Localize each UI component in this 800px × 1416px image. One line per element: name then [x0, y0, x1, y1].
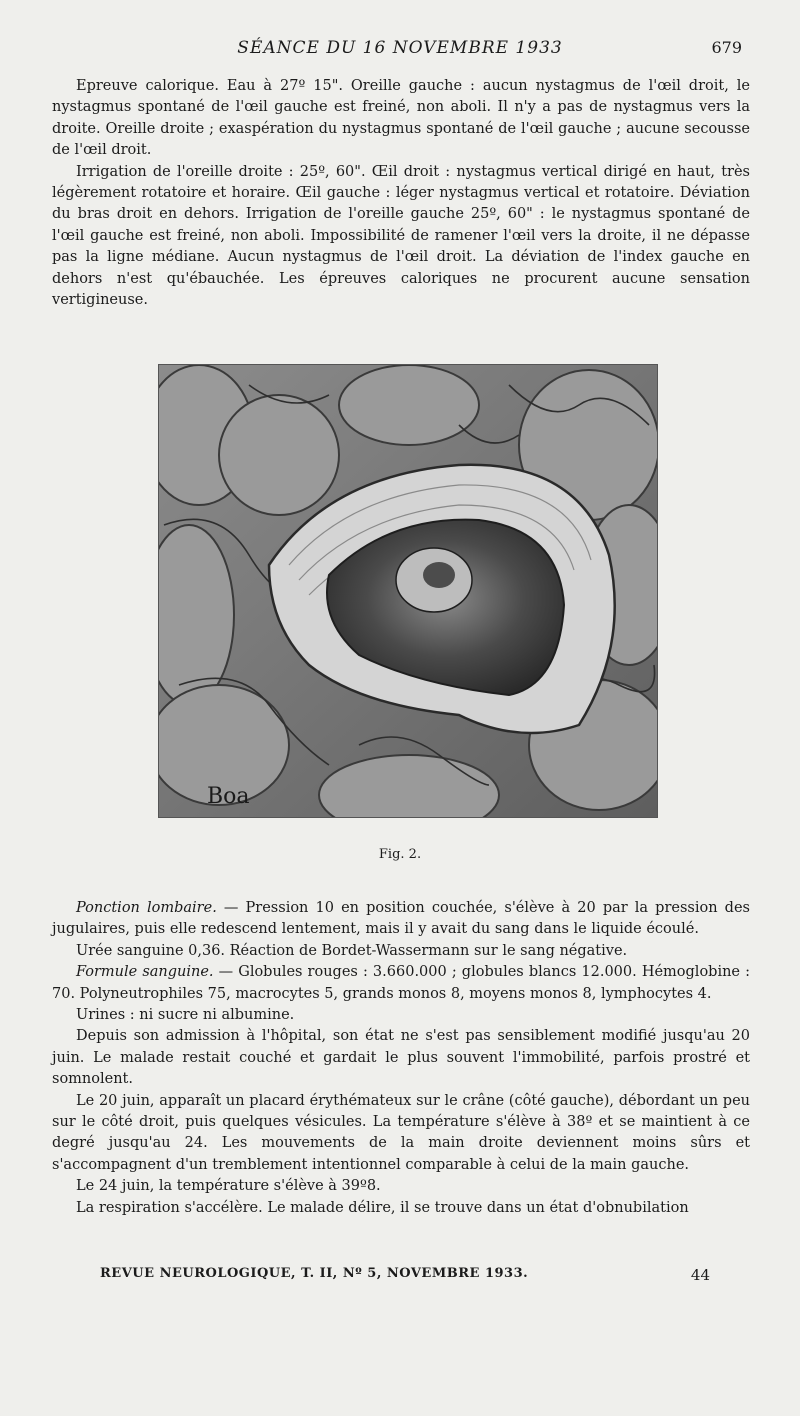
paragraph	[52, 898, 750, 941]
paragraph: Irrigation de l'oreille droite : 25º, 60". Œil droit : nystagmus vertical dirigé en haut, très légèrement rotatoire et horaire. Œil gauche : léger nystagmus vertical et rotatoire. Déviation du bras droit en dehors. Irrigation de l'oreille gauche 25º, 60" : le nystagmus spontané de l'œil gauche est freiné, non aboli. Impossibilité de ramener l'œil vers la droite, il ne dépasse pas la ligne médiane. Aucun nystagmus de l'œil droit. La déviation de l'index gauche en dehors n'est qu'ébauchée. Les épreuves caloriques ne procurent aucune sensation vertigineuse.	[52, 163, 750, 309]
paragraph	[52, 1176, 750, 1197]
signature-number: 44	[690, 1266, 710, 1284]
artist-signature: Boa	[207, 784, 250, 809]
page-footer	[100, 1266, 710, 1288]
page-number: 679	[711, 38, 742, 57]
paragraph	[52, 962, 750, 1005]
paragraph: Epreuve calorique. Eau à 27º 15". Oreille gauche : aucun nystagmus de l'œil droit, le nystagmus spontané de l'œil gauche est freiné, non aboli. Il n'y a pas de nystagmus vers la droite. Oreille droite ; exaspération du nystagmus spontané de l'œil gauche ; aucune secousse de l'œil droit.	[52, 78, 750, 159]
paragraph-text: Urée sanguine 0,36. Réaction de Bordet-Wassermann sur le sang négative.	[76, 942, 628, 959]
paragraph-text: La respiration s'accélère. Le malade délire, il se trouve dans un état d'obnubilation	[76, 1199, 689, 1216]
paragraph-text: Urines : ni sucre ni albumine.	[76, 1007, 295, 1024]
paragraph-text: Depuis son admission à l'hôpital, son état ne s'est pas sensiblement modifié jusqu'au 20 juin. Le malade restait couché et gardait le plus souvent l'immobilité, parfois prostré et somnolent.	[52, 1028, 750, 1088]
bottom-text-block	[52, 898, 750, 1219]
running-title: SÉANCE DU 16 NOVEMBRE 1933	[237, 38, 563, 58]
paragraph	[52, 1091, 750, 1177]
paragraph-text: Le 20 juin, apparaît un placard érythémateux sur le crâne (côté gauche), débordant un peu sur le côté droit, puis quelques vésicules. La température s'élève à 38º et se maintient à ce degré jusqu'au 24. Les mouvements de la main droite deviennent moins sûrs et s'accompagnent d'un tremblement intentionnel comparable à celui de la main gauche.	[52, 1092, 750, 1173]
page-header	[0, 38, 800, 64]
paragraph-lead: Ponction lombaire.	[76, 900, 217, 916]
paragraph-lead: Formule sanguine.	[76, 964, 214, 981]
paragraph	[52, 1005, 750, 1026]
paragraph	[52, 941, 750, 962]
paragraph-text: Le 24 juin, la température s'élève à 39º8.	[76, 1178, 381, 1195]
paragraph	[52, 1198, 750, 1219]
paragraph-text: — Pression 10 en position couchée, s'élève à 20 par la pression des jugulaires, puis elle redescend lentement, mais il y avait du sang dans le liquide écoulé.	[52, 900, 750, 938]
figure-illustration	[158, 364, 658, 818]
journal-reference: REVUE NEUROLOGIQUE, T. II, Nº 5, NOVEMBRE 1933.	[100, 1266, 529, 1281]
top-text-block	[52, 76, 750, 311]
paragraph	[52, 1026, 750, 1090]
anatomical-drawing	[159, 365, 657, 817]
paragraph-text: — Globules rouges : 3.660.000 ; globules blancs 12.000. Hémoglobine : 70. Polyneutrophiles 75, macrocytes 5, grands monos 8, moyens monos 8, lymphocytes 4.	[52, 964, 750, 1002]
figure-caption: Fig. 2.	[378, 847, 422, 862]
